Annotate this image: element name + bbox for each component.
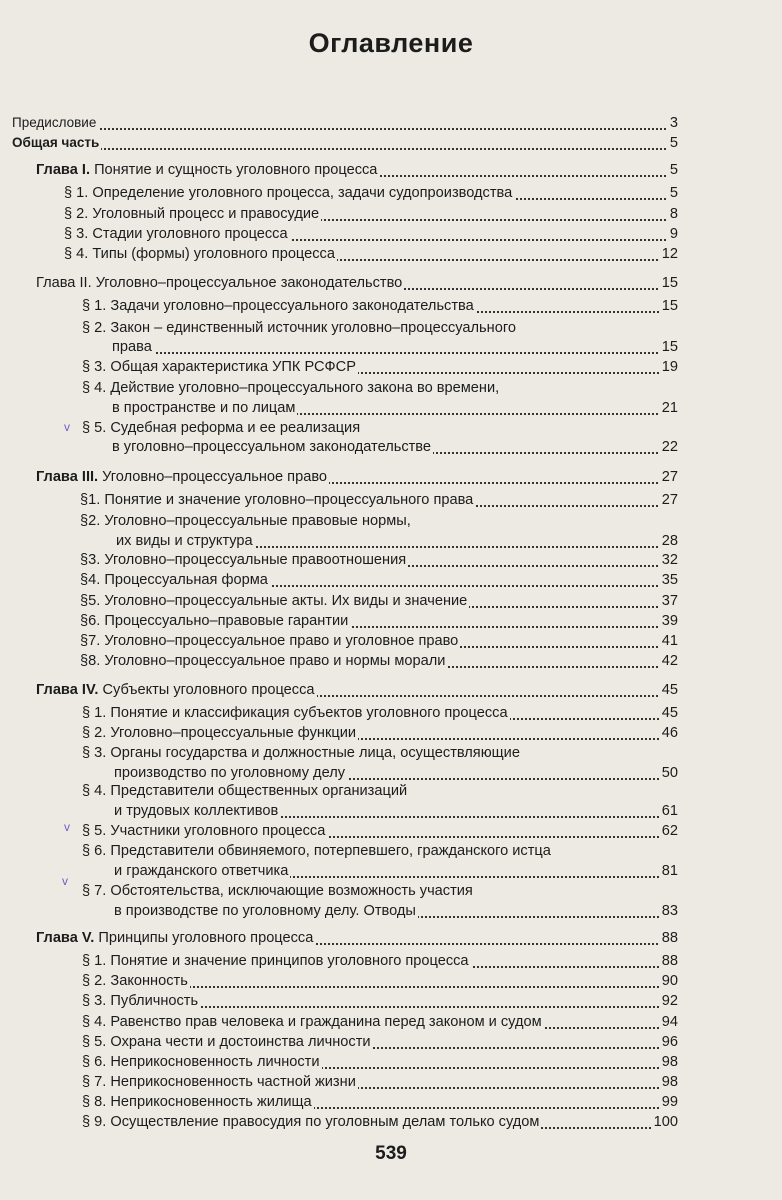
toc-entry-label: Уголовно–процессуальное право (102, 469, 328, 485)
toc-entry[interactable] (0, 1012, 782, 1032)
toc-entry[interactable] (0, 763, 782, 783)
toc-entry[interactable] (0, 861, 782, 881)
toc-entry-label: §2. Уголовно–процессуальные правовые нормы, (80, 513, 411, 529)
toc-entry-page: 42 (661, 653, 678, 669)
toc-entry-label: § 4. Действие уголовно–процессуального закона во времени, (82, 380, 500, 396)
toc-entry-label: § 4. Типы (формы) уголовного процесса (64, 246, 335, 262)
toc-entry-label: § 1. Задачи уголовно–процессуального законодательства (82, 298, 474, 314)
toc-entry-page: 45 (661, 682, 678, 698)
toc-entry-label: Принципы уголовного процесса (98, 930, 314, 946)
toc-entry-page: 27 (661, 469, 678, 485)
toc-entry[interactable] (0, 133, 782, 153)
toc-entry-label: § 3. Общая характеристика УПК РСФСР (82, 359, 356, 375)
toc-entry-label: § 7. Обстоятельства, исключающие возможность участия (82, 883, 473, 899)
toc-entry-label: § 7. Неприкосновенность частной жизни (82, 1074, 356, 1090)
toc-entry[interactable] (0, 611, 782, 631)
toc-entry-label: § 8. Неприкосновенность жилища (82, 1094, 312, 1110)
toc-entry-page: 21 (661, 400, 678, 416)
toc-entry-label: §8. Уголовно–процессуальное право и нормы морали (80, 653, 446, 669)
toc-entry-page: 98 (661, 1054, 678, 1070)
toc-entry-page: 8 (669, 206, 678, 222)
toc-entry[interactable] (0, 244, 782, 264)
toc-entry[interactable] (0, 901, 782, 921)
toc-entry-label: § 3. Органы государства и должностные лица, осуществляющие (82, 745, 520, 761)
toc-entry[interactable] (0, 550, 782, 570)
chapter-number: Глава V. (36, 930, 95, 946)
toc-entry[interactable] (0, 183, 782, 203)
toc-entry[interactable] (0, 651, 782, 671)
toc-entry-page: 19 (661, 359, 678, 375)
toc-entry[interactable] (0, 631, 782, 651)
toc-entry-label: и гражданского ответчика (114, 863, 289, 879)
toc-entry[interactable] (0, 703, 782, 723)
toc-entry-page: 61 (661, 803, 678, 819)
toc-entry-label: § 1. Понятие и классификация субъектов уголовного процесса (82, 705, 508, 721)
toc-entry[interactable] (0, 951, 782, 971)
toc-entry[interactable] (0, 531, 782, 551)
toc-entry-page: 32 (661, 552, 678, 568)
toc-chapter[interactable] (0, 680, 782, 700)
toc-entry-label: § 5. Судебная реформа и ее реализация (82, 420, 361, 436)
toc-entry-page: 37 (661, 593, 678, 609)
page-number: 539 (375, 1143, 407, 1164)
toc-chapter[interactable] (0, 160, 782, 180)
toc-entry-page: 5 (669, 185, 678, 201)
toc-entry-label: §3. Уголовно–процессуальные правоотношения (80, 552, 407, 568)
toc-entry[interactable] (0, 971, 782, 991)
toc-entry[interactable] (0, 337, 782, 357)
toc-entry-page: 5 (669, 135, 678, 151)
toc-entry[interactable] (0, 296, 782, 316)
pencil-checkmark-icon: v (62, 874, 68, 888)
pencil-checkmark-icon: v (64, 820, 70, 834)
toc-chapter[interactable] (0, 467, 782, 487)
toc-entry-label: Субъекты уголовного процесса (102, 682, 315, 698)
toc-entry[interactable] (0, 113, 782, 133)
toc-entry-label: Предисловие (12, 113, 98, 133)
toc-entry-label: §6. Процессуально–правовые гарантии (80, 613, 349, 629)
toc-entry[interactable] (0, 1072, 782, 1092)
toc-entry-page: 3 (669, 115, 678, 131)
toc-entry-page: 83 (661, 903, 678, 919)
toc-entry-label: § 2. Законность (82, 973, 188, 989)
toc-entry-page: 62 (661, 823, 678, 839)
toc-entry-page: 15 (661, 298, 678, 314)
toc-entry-page: 5 (669, 162, 678, 178)
toc-entry-label: в производстве по уголовному делу. Отводы (114, 903, 416, 919)
toc-entry-page: 15 (661, 339, 678, 355)
toc-entry-page: 88 (661, 930, 678, 946)
toc-entry[interactable] (0, 490, 782, 510)
toc-entry[interactable] (0, 1052, 782, 1072)
toc-entry-label: §7. Уголовно–процессуальное право и уголовное право (80, 633, 459, 649)
toc-chapter[interactable] (0, 928, 782, 948)
toc-entry-page: 27 (661, 492, 678, 508)
toc-entry-label: § 9. Осуществление правосудия по уголовным делам только судом (82, 1114, 540, 1130)
toc-entry-page: 98 (661, 1074, 678, 1090)
toc-entry-page: 88 (661, 953, 678, 969)
toc-entry[interactable] (0, 991, 782, 1011)
toc-entry-label: §1. Понятие и значение уголовно–процессуального права (80, 492, 474, 508)
toc-entry-label: § 5. Охрана чести и достоинства личности (82, 1034, 371, 1050)
toc-entry-label: производство по уголовному делу (114, 765, 346, 781)
toc-entry-page: 41 (661, 633, 678, 649)
toc-entry[interactable] (0, 224, 782, 244)
toc-entry[interactable] (0, 821, 782, 841)
toc-entry[interactable] (0, 398, 782, 418)
toc-entry-page: 9 (669, 226, 678, 242)
toc-entry[interactable] (0, 1112, 782, 1132)
toc-entry-label: § 2. Закон – единственный источник уголовно–процессуального (82, 320, 516, 336)
toc-entry[interactable] (0, 437, 782, 457)
toc-entry-page: 39 (661, 613, 678, 629)
toc-entry-label: § 2. Уголовный процесс и правосудие (64, 206, 320, 222)
toc-entry[interactable] (0, 1032, 782, 1052)
toc-entry[interactable] (0, 204, 782, 224)
toc-entry-label: § 6. Неприкосновенность личности (82, 1054, 320, 1070)
toc-entry-page: 99 (661, 1094, 678, 1110)
toc-entry-label: и трудовых коллективов (114, 803, 279, 819)
pencil-checkmark-icon: v (64, 420, 70, 434)
toc-entry[interactable] (0, 357, 782, 377)
chapter-number: Глава I. (36, 162, 90, 178)
toc-entry-page: 45 (661, 705, 678, 721)
page-title: Оглавление (308, 28, 474, 58)
toc-entry[interactable] (0, 1092, 782, 1112)
toc-entry-page: 92 (661, 993, 678, 1009)
toc-entry-label: §5. Уголовно–процессуальные акты. Их виды и значение (80, 593, 468, 609)
toc-entry-label: в пространстве и по лицам (112, 400, 296, 416)
toc-entry-label: Общая часть (12, 133, 101, 153)
toc-chapter[interactable] (0, 273, 782, 293)
toc-entry-page: 96 (661, 1034, 678, 1050)
toc-entry-page: 94 (661, 1014, 678, 1030)
toc-entry-page: 100 (653, 1114, 678, 1130)
toc-entry[interactable] (0, 570, 782, 590)
toc-entry-page: 15 (661, 275, 678, 291)
chapter-number: Глава IV. (36, 682, 99, 698)
toc-entry-label: §4. Процессуальная форма (80, 572, 268, 588)
toc-entry-page: 35 (661, 572, 678, 588)
toc-entry-page: 12 (661, 246, 678, 262)
toc-entry-label: Глава II. Уголовно–процессуальное законодательство (36, 275, 403, 291)
toc-entry-label: § 3. Стадии уголовного процесса (64, 226, 288, 242)
toc-entry-page: 46 (661, 725, 678, 741)
toc-entry-label: § 1. Понятие и значение принципов уголовного процесса (82, 953, 469, 969)
toc-entry-label: § 1. Определение уголовного процесса, задачи судопроизводства (64, 185, 513, 201)
toc-entry-label: § 5. Участники уголовного процесса (82, 823, 326, 839)
toc-entry[interactable] (0, 591, 782, 611)
toc-entry-label: Понятие и сущность уголовного процесса (94, 162, 378, 178)
toc-entry-label: § 2. Уголовно–процессуальные функции (82, 725, 357, 741)
chapter-number: Глава III. (36, 469, 99, 485)
toc-entry-page: 81 (661, 863, 678, 879)
toc-entry[interactable] (0, 723, 782, 743)
toc-entry-page: 90 (661, 973, 678, 989)
toc-entry-label: § 4. Равенство прав человека и гражданина перед законом и судом (82, 1014, 542, 1030)
toc-entry[interactable] (0, 801, 782, 821)
toc-entry-page: 50 (661, 765, 678, 781)
toc-entry-page: 28 (661, 533, 678, 549)
toc-entry-page: 22 (661, 439, 678, 455)
toc-entry-label: § 4. Представители общественных организаций (82, 783, 408, 799)
toc-entry-label: в уголовно–процессуальном законодательстве (112, 439, 432, 455)
toc-entry-label: § 6. Представители обвиняемого, потерпевшего, гражданского истца (82, 843, 551, 859)
toc-entry-label: § 3. Публичность (82, 993, 199, 1009)
toc-entry-label: права (112, 339, 152, 355)
toc-entry-label: их виды и структура (116, 533, 253, 549)
